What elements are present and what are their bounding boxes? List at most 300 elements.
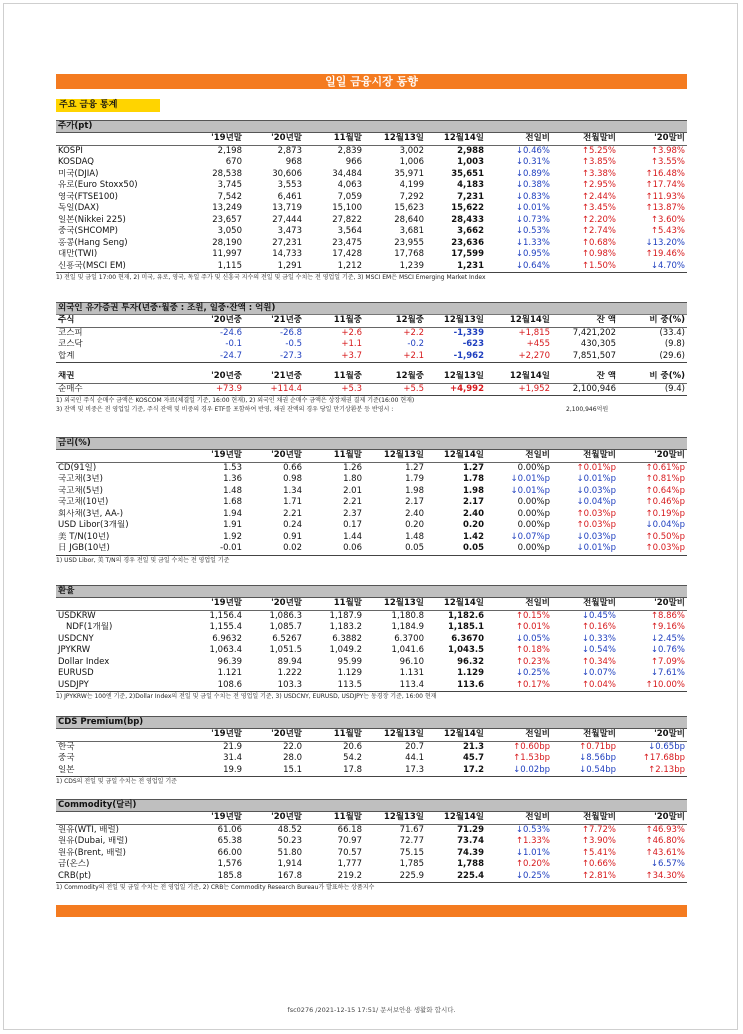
column-header: 12월14일 (426, 598, 486, 610)
table-cell: 17.2 (426, 765, 486, 777)
table-cell: 66.00 (217, 847, 242, 858)
column-header: 전일비 (486, 133, 552, 145)
table-cell: ↓0.03%p (576, 531, 616, 542)
table-cell: ↑0.61%p (645, 462, 685, 473)
table-row (56, 226, 687, 238)
table-cell: ↓0.01%p (510, 485, 550, 496)
table-cell: ↑2.95% (581, 180, 616, 190)
fx-section (56, 585, 687, 701)
table-cell: 1,183.2 (329, 622, 362, 632)
table-cell: ↑0.19%p (645, 508, 685, 519)
table-cell: ↓4.70% (618, 261, 687, 273)
table-cell: ↑17.68bp (642, 753, 685, 763)
cds-section (56, 716, 687, 786)
foreign-note-2-text: 3) 잔액 및 비중은 전 영업일 기준, 주식 잔액 및 비중의 경우 ETF를 포함하여 반영, 채권 잔액의 경우 당일 만기상환분 등 반영시 : (56, 406, 394, 413)
table-cell: 7,059 (337, 191, 362, 202)
row-label: 합계 (56, 351, 184, 363)
table-cell: 23,636 (451, 237, 484, 248)
column-header: 잔 액 (552, 371, 618, 383)
column-header: 12월14일 (426, 133, 486, 145)
table-cell: 1.53 (223, 462, 242, 473)
table-cell: ↓0.25% (515, 668, 550, 678)
table-cell: ↑8.86% (650, 610, 685, 621)
row-label: 일본 (56, 765, 184, 777)
row-label: 대만(TWI) (58, 249, 98, 259)
table-cell: 2.40 (463, 508, 484, 519)
table-cell: 2,873 (277, 145, 302, 156)
row-label: EURUSD (58, 668, 94, 678)
table-cell: 1,291 (244, 261, 304, 273)
row-label: 중국 (58, 753, 75, 763)
table-row (56, 824, 687, 836)
row-label: 日 JGB(10년) (56, 543, 184, 555)
row-label: 회사채(3년, AA-) (58, 508, 124, 519)
table-cell: 27,231 (272, 237, 302, 248)
table-row (56, 741, 687, 753)
table-cell: 65.38 (217, 836, 242, 846)
table-cell: 1.129 (337, 668, 362, 678)
table-row (56, 543, 687, 555)
table-cell: 1,043.5 (447, 645, 484, 655)
column-header: 12월13일 (364, 812, 426, 824)
row-label: 국고채(10년) (58, 497, 109, 507)
table-cell: 30,606 (272, 168, 302, 179)
table-cell: 51.80 (277, 847, 302, 858)
rates-header: 금리(%) (56, 437, 687, 450)
table-cell: ↓0.89% (515, 168, 550, 179)
column-header (56, 812, 184, 824)
table-cell: ↓0.45% (581, 610, 616, 621)
table-cell: 0.00%p (517, 520, 550, 530)
table-row (56, 203, 687, 215)
table-cell: 1.121 (217, 668, 242, 678)
column-header: '21년중 (244, 371, 304, 383)
rates-table (56, 450, 687, 556)
table-cell: 1,239 (364, 261, 426, 273)
column-header: '19년말 (184, 729, 244, 741)
table-cell: ↑0.68% (581, 237, 616, 248)
table-cell: 23,657 (212, 214, 242, 225)
fx-table (56, 598, 687, 692)
table-cell: ↓7.61% (650, 668, 685, 678)
column-header: '20말비 (618, 450, 687, 462)
table-cell: ↓6.57% (650, 859, 685, 869)
table-cell: 2.21 (343, 497, 362, 507)
table-cell: ↑0.50%p (645, 531, 685, 542)
column-header (56, 133, 184, 145)
table-cell: 72.77 (399, 836, 424, 846)
table-cell: 2.21 (283, 508, 302, 519)
table-cell: 15,622 (451, 203, 484, 213)
table-row (56, 339, 687, 351)
table-cell: ↓0.54bp (552, 765, 618, 777)
table-cell: (29.6) (618, 351, 687, 363)
row-label: CRB(pt) (56, 871, 184, 883)
column-header: 11월말 (304, 133, 364, 145)
row-label: USDCNY (58, 633, 94, 644)
column-header: 12월13일 (426, 315, 486, 327)
table-cell: ↑0.17% (486, 680, 552, 692)
table-cell: ↑7.72% (581, 824, 616, 835)
table-row (56, 238, 687, 250)
table-cell: 0.00%p (517, 462, 550, 473)
row-label: USDJPY (56, 680, 184, 692)
table-cell: +5.3 (304, 383, 364, 396)
table-cell: 70.97 (337, 836, 362, 846)
table-cell: ↓13.20% (645, 237, 685, 248)
table-cell: 15,100 (332, 203, 362, 213)
table-cell: 1,777 (337, 859, 362, 869)
table-cell: 71.67 (399, 824, 424, 835)
table-cell: 17,599 (451, 249, 484, 259)
table-cell: 50.23 (277, 836, 302, 846)
table-cell: 6,461 (277, 191, 302, 202)
table-cell: ↑0.20% (515, 859, 550, 869)
row-label: 한국 (58, 741, 75, 752)
table-cell: ↑0.81%p (645, 474, 685, 484)
table-cell: ↑1.50% (552, 261, 618, 273)
table-cell: 1,182.6 (447, 610, 484, 621)
table-cell: ↑34.30% (618, 871, 687, 883)
column-header (56, 450, 184, 462)
table-cell: 3,050 (217, 226, 242, 236)
table-cell: 14,733 (272, 249, 302, 259)
row-label: 원유(Brent, 배럴) (58, 847, 126, 858)
table-row (56, 157, 687, 169)
table-cell: -0.01 (184, 543, 244, 555)
table-cell: ↑2.13bp (618, 765, 687, 777)
table-row (56, 848, 687, 860)
column-header: 11월말 (304, 598, 364, 610)
table-cell: ↓8.56bp (579, 753, 616, 763)
table-cell: 1.26 (343, 462, 362, 473)
table-cell: 61.06 (217, 824, 242, 835)
page-title: 일일 금융시장 동향 (56, 74, 687, 89)
table-cell: 1,041.6 (391, 645, 424, 655)
table-cell: 3,745 (217, 180, 242, 190)
column-header: 12월13일 (364, 729, 426, 741)
row-label: USD Libor(3개월) (58, 520, 129, 530)
commodity-section (56, 799, 687, 892)
row-label: USDKRW (58, 610, 96, 621)
column-header: 전일비 (486, 812, 552, 824)
table-cell: 23,475 (332, 237, 362, 248)
table-cell: 75.15 (399, 847, 424, 858)
table-cell: 1.94 (223, 508, 242, 519)
table-cell: -1,962 (426, 351, 486, 363)
column-header: '20말비 (618, 729, 687, 741)
table-cell: ↓0.54% (581, 645, 616, 655)
table-cell: 1,914 (277, 859, 302, 869)
table-cell: ↑0.66% (581, 859, 616, 869)
table-cell: 1.48 (405, 531, 424, 542)
table-cell: 17.3 (364, 765, 426, 777)
table-cell: ↓0.64% (486, 261, 552, 273)
table-cell: +455 (526, 339, 550, 349)
table-cell: 1,115 (184, 261, 244, 273)
table-cell: 28,538 (212, 168, 242, 179)
stocks-table (56, 133, 687, 273)
table-cell: 1.91 (223, 520, 242, 530)
stocks-note: 1) 전일 및 금일 17:00 현재, 2) 미국, 유로, 영국, 독일 주가 및 신흥국 지수의 전일 및 금일 수치는 전 영업일 기준, 3) MSCI EM은 MSCI Emerging Market Index (56, 274, 486, 281)
foreign-section (56, 302, 687, 414)
table-cell: 430,305 (580, 339, 616, 349)
table-cell: ↓0.76% (650, 645, 685, 655)
table-cell: 2,100,946 (552, 383, 618, 396)
table-cell: 70.57 (337, 847, 362, 858)
table-cell: ↑19.46% (645, 249, 685, 259)
table-cell: ↑2.44% (581, 191, 616, 202)
table-row (56, 249, 687, 261)
row-label: 영국(FTSE100) (58, 191, 118, 202)
table-cell: 96.10 (399, 656, 424, 667)
table-cell: 20.7 (405, 741, 424, 752)
table-cell: 108.6 (184, 680, 244, 692)
row-label: 순매수 (56, 383, 184, 396)
column-header: '19년말 (184, 133, 244, 145)
table-row (56, 610, 687, 622)
cds-table (56, 729, 687, 777)
table-cell: ↑13.87% (645, 203, 685, 213)
row-label: 미국(DJIA) (58, 168, 99, 179)
column-header: '20말비 (618, 812, 687, 824)
table-cell: +1,952 (486, 383, 552, 396)
table-cell: 1.34 (283, 485, 302, 496)
table-cell: 34,484 (332, 168, 362, 179)
table-cell: ↑1.33% (515, 836, 550, 846)
table-cell: ↑0.01%p (576, 462, 616, 473)
table-cell: ↑3.38% (581, 168, 616, 179)
table-cell: ↓0.01%p (576, 474, 616, 484)
table-cell: 1.78 (463, 474, 484, 484)
foreign-header: 외국인 유가증권 투자(년중·월중 : 조원, 일중·잔액 : 억원) (56, 302, 687, 315)
table-row (56, 622, 687, 634)
column-header: '20년말 (244, 729, 304, 741)
table-cell: 1.71 (283, 497, 302, 507)
column-header: '19년말 (184, 598, 244, 610)
table-cell: +1,815 (518, 327, 550, 338)
table-cell: 3,473 (277, 226, 302, 236)
column-header: 비 중(%) (618, 371, 687, 383)
table-cell: (9.8) (664, 339, 685, 349)
table-cell: 185.8 (184, 871, 244, 883)
table-cell: 1.80 (343, 474, 362, 484)
column-header: '20년말 (244, 133, 304, 145)
column-header: '20년말 (244, 598, 304, 610)
column-header: '19년말 (184, 450, 244, 462)
table-cell: -24.7 (184, 351, 244, 363)
column-header: '19년말 (184, 812, 244, 824)
table-cell: 28,433 (451, 214, 484, 225)
table-cell: 3,553 (277, 180, 302, 190)
table-cell: 1.131 (399, 668, 424, 678)
column-header: 12월13일 (364, 598, 426, 610)
table-cell: 4,199 (399, 180, 424, 190)
column-header: 전일비 (486, 450, 552, 462)
table-cell: 6.3700 (394, 633, 424, 644)
table-cell: -26.8 (280, 327, 302, 338)
foreign-stock-table (56, 315, 687, 363)
table-cell: ↓0.31% (515, 157, 550, 167)
table-cell: ↓0.33% (581, 633, 616, 644)
foreign-note-1: 1) 외국인 주식 순매수 금액은 KOSCOM 자료(체결일 기준, 16:00 현재), 2) 외국인 채권 순매수 금액은 상장채권 결제 기준(16:00 현재) (56, 397, 415, 404)
table-row (56, 668, 687, 680)
table-cell: 1.44 (343, 531, 362, 542)
table-cell: ↑3.85% (581, 157, 616, 167)
table-cell: 3,564 (337, 226, 362, 236)
table-row (56, 753, 687, 765)
table-cell: 71.29 (457, 824, 484, 835)
table-header-row (56, 598, 687, 610)
table-row (56, 657, 687, 669)
table-cell: 219.2 (304, 871, 364, 883)
table-cell: 1,003 (457, 157, 484, 167)
table-row (56, 351, 687, 363)
table-cell: 19.9 (184, 765, 244, 777)
foreign-note-2-value: 2,100,946억원 (566, 406, 609, 413)
table-row (56, 520, 687, 532)
table-cell: ↓0.38% (515, 180, 550, 190)
table-cell: 1.129 (457, 668, 484, 678)
table-cell: 0.02 (244, 543, 304, 555)
table-cell: ↑0.01% (515, 622, 550, 632)
table-cell: 96.39 (217, 656, 242, 667)
table-cell: 966 (345, 157, 362, 167)
table-cell: 17,768 (394, 249, 424, 259)
table-cell: 2.17 (463, 497, 484, 507)
table-row (56, 532, 687, 544)
table-cell: 73.74 (457, 836, 484, 846)
table-cell: 2,198 (217, 145, 242, 156)
table-cell: ↑0.03%p (576, 520, 616, 530)
column-header: '20년말 (244, 812, 304, 824)
table-cell: ↑0.03%p (618, 543, 687, 555)
column-header: 11월말 (304, 812, 364, 824)
table-cell: 21.3 (463, 741, 484, 752)
table-cell: ↑11.93% (645, 191, 685, 202)
column-header: 12월14일 (426, 450, 486, 462)
table-cell: 28.0 (283, 753, 302, 763)
table-cell: 0.66 (283, 462, 302, 473)
table-row (56, 261, 687, 273)
table-cell: 6.5267 (272, 633, 302, 644)
table-cell: ↓0.02bp (486, 765, 552, 777)
table-cell: 48.52 (277, 824, 302, 835)
table-row (56, 509, 687, 521)
table-cell: ↑5.43% (650, 226, 685, 236)
table-cell: 66.18 (337, 824, 362, 835)
table-cell: 1.42 (463, 531, 484, 542)
table-cell: 113.6 (426, 680, 486, 692)
table-cell: ↑0.71bp (579, 741, 616, 752)
column-header: 전월말비 (552, 450, 618, 462)
column-header: 11월말 (304, 450, 364, 462)
table-row (56, 497, 687, 509)
table-cell: 1,049.2 (329, 645, 362, 655)
table-cell: 1.27 (405, 462, 424, 473)
stocks-header: 주가(pt) (56, 120, 687, 133)
table-cell: 3,662 (457, 226, 484, 236)
table-cell: 0.00%p (486, 543, 552, 555)
table-cell: +114.4 (244, 383, 304, 396)
table-cell: 13,249 (212, 203, 242, 213)
table-cell: 31.4 (223, 753, 242, 763)
table-header-row (56, 371, 687, 383)
row-label: KOSDAQ (58, 157, 94, 167)
table-cell: 2,988 (457, 145, 484, 156)
table-header-row (56, 133, 687, 145)
table-cell: 74.39 (457, 847, 484, 858)
table-cell: 1,086.3 (269, 610, 302, 621)
row-label: 국고채(3년) (58, 474, 103, 484)
table-cell: +1.1 (341, 339, 362, 349)
table-cell: 1,051.5 (269, 645, 302, 655)
column-header (56, 598, 184, 610)
table-cell: 17,428 (332, 249, 362, 259)
table-cell: 1,231 (426, 261, 486, 273)
table-cell: (33.4) (659, 327, 685, 338)
table-cell: +4,992 (426, 383, 486, 396)
commodity-note: 1) Commodity의 전일 및 금일 수치는 전 영업일 기준, 2) CRB는 Commodity Research Bureau가 발표하는 상품지수 (56, 884, 375, 891)
table-row (56, 486, 687, 498)
table-cell: ↓0.04%p (576, 497, 616, 507)
table-cell: ↓0.07%p (510, 531, 550, 542)
row-label: 중국(SHCOMP) (58, 226, 118, 236)
column-header: 12월13일 (426, 371, 486, 383)
table-cell: ↑3.90% (581, 836, 616, 846)
table-cell: 167.8 (244, 871, 304, 883)
table-cell: 1,185.1 (447, 622, 484, 632)
table-cell: 89.94 (277, 656, 302, 667)
table-cell: 7,231 (457, 191, 484, 202)
column-header (56, 729, 184, 741)
table-row (56, 192, 687, 204)
commodity-header: Commodity(달러) (56, 799, 687, 812)
table-cell: ↓0.73% (515, 214, 550, 225)
column-header: 전일비 (486, 729, 552, 741)
table-cell: ↓1.01% (515, 847, 550, 858)
column-header: 비 중(%) (618, 315, 687, 327)
table-cell: 1.48 (223, 485, 242, 496)
table-cell: -623 (462, 339, 484, 349)
table-cell: -1,339 (453, 327, 484, 338)
table-cell: 0.91 (283, 531, 302, 542)
stocks-section (56, 120, 687, 282)
table-cell: ↓0.53% (515, 226, 550, 236)
table-row (56, 327, 687, 339)
table-cell: 0.98 (283, 474, 302, 484)
table-cell: 21.9 (223, 741, 242, 752)
table-cell: -0.2 (407, 339, 424, 349)
rates-note: 1) USD Libor, 美 T/N의 경우 전일 및 금일 수치는 전 영업일 기준 (56, 556, 230, 564)
section-subtitle: 주요 금융 통계 (56, 99, 160, 112)
table-cell: 2,839 (337, 145, 362, 156)
table-cell: 2.01 (343, 485, 362, 496)
bottom-bar (56, 905, 687, 917)
table-cell: ↑5.41% (581, 847, 616, 858)
table-cell: 1,155.4 (209, 622, 242, 632)
column-header: 11월중 (304, 315, 364, 327)
table-cell: ↑0.46%p (645, 497, 685, 507)
row-label: KOSPI (58, 145, 83, 156)
table-row (56, 383, 687, 396)
table-cell: ↑10.00% (618, 680, 687, 692)
table-cell: 0.20 (463, 520, 484, 530)
table-cell: 113.4 (364, 680, 426, 692)
row-label: Dollar Index (58, 656, 110, 667)
table-cell: ↑0.34% (581, 656, 616, 667)
table-cell: +2.6 (341, 327, 362, 338)
